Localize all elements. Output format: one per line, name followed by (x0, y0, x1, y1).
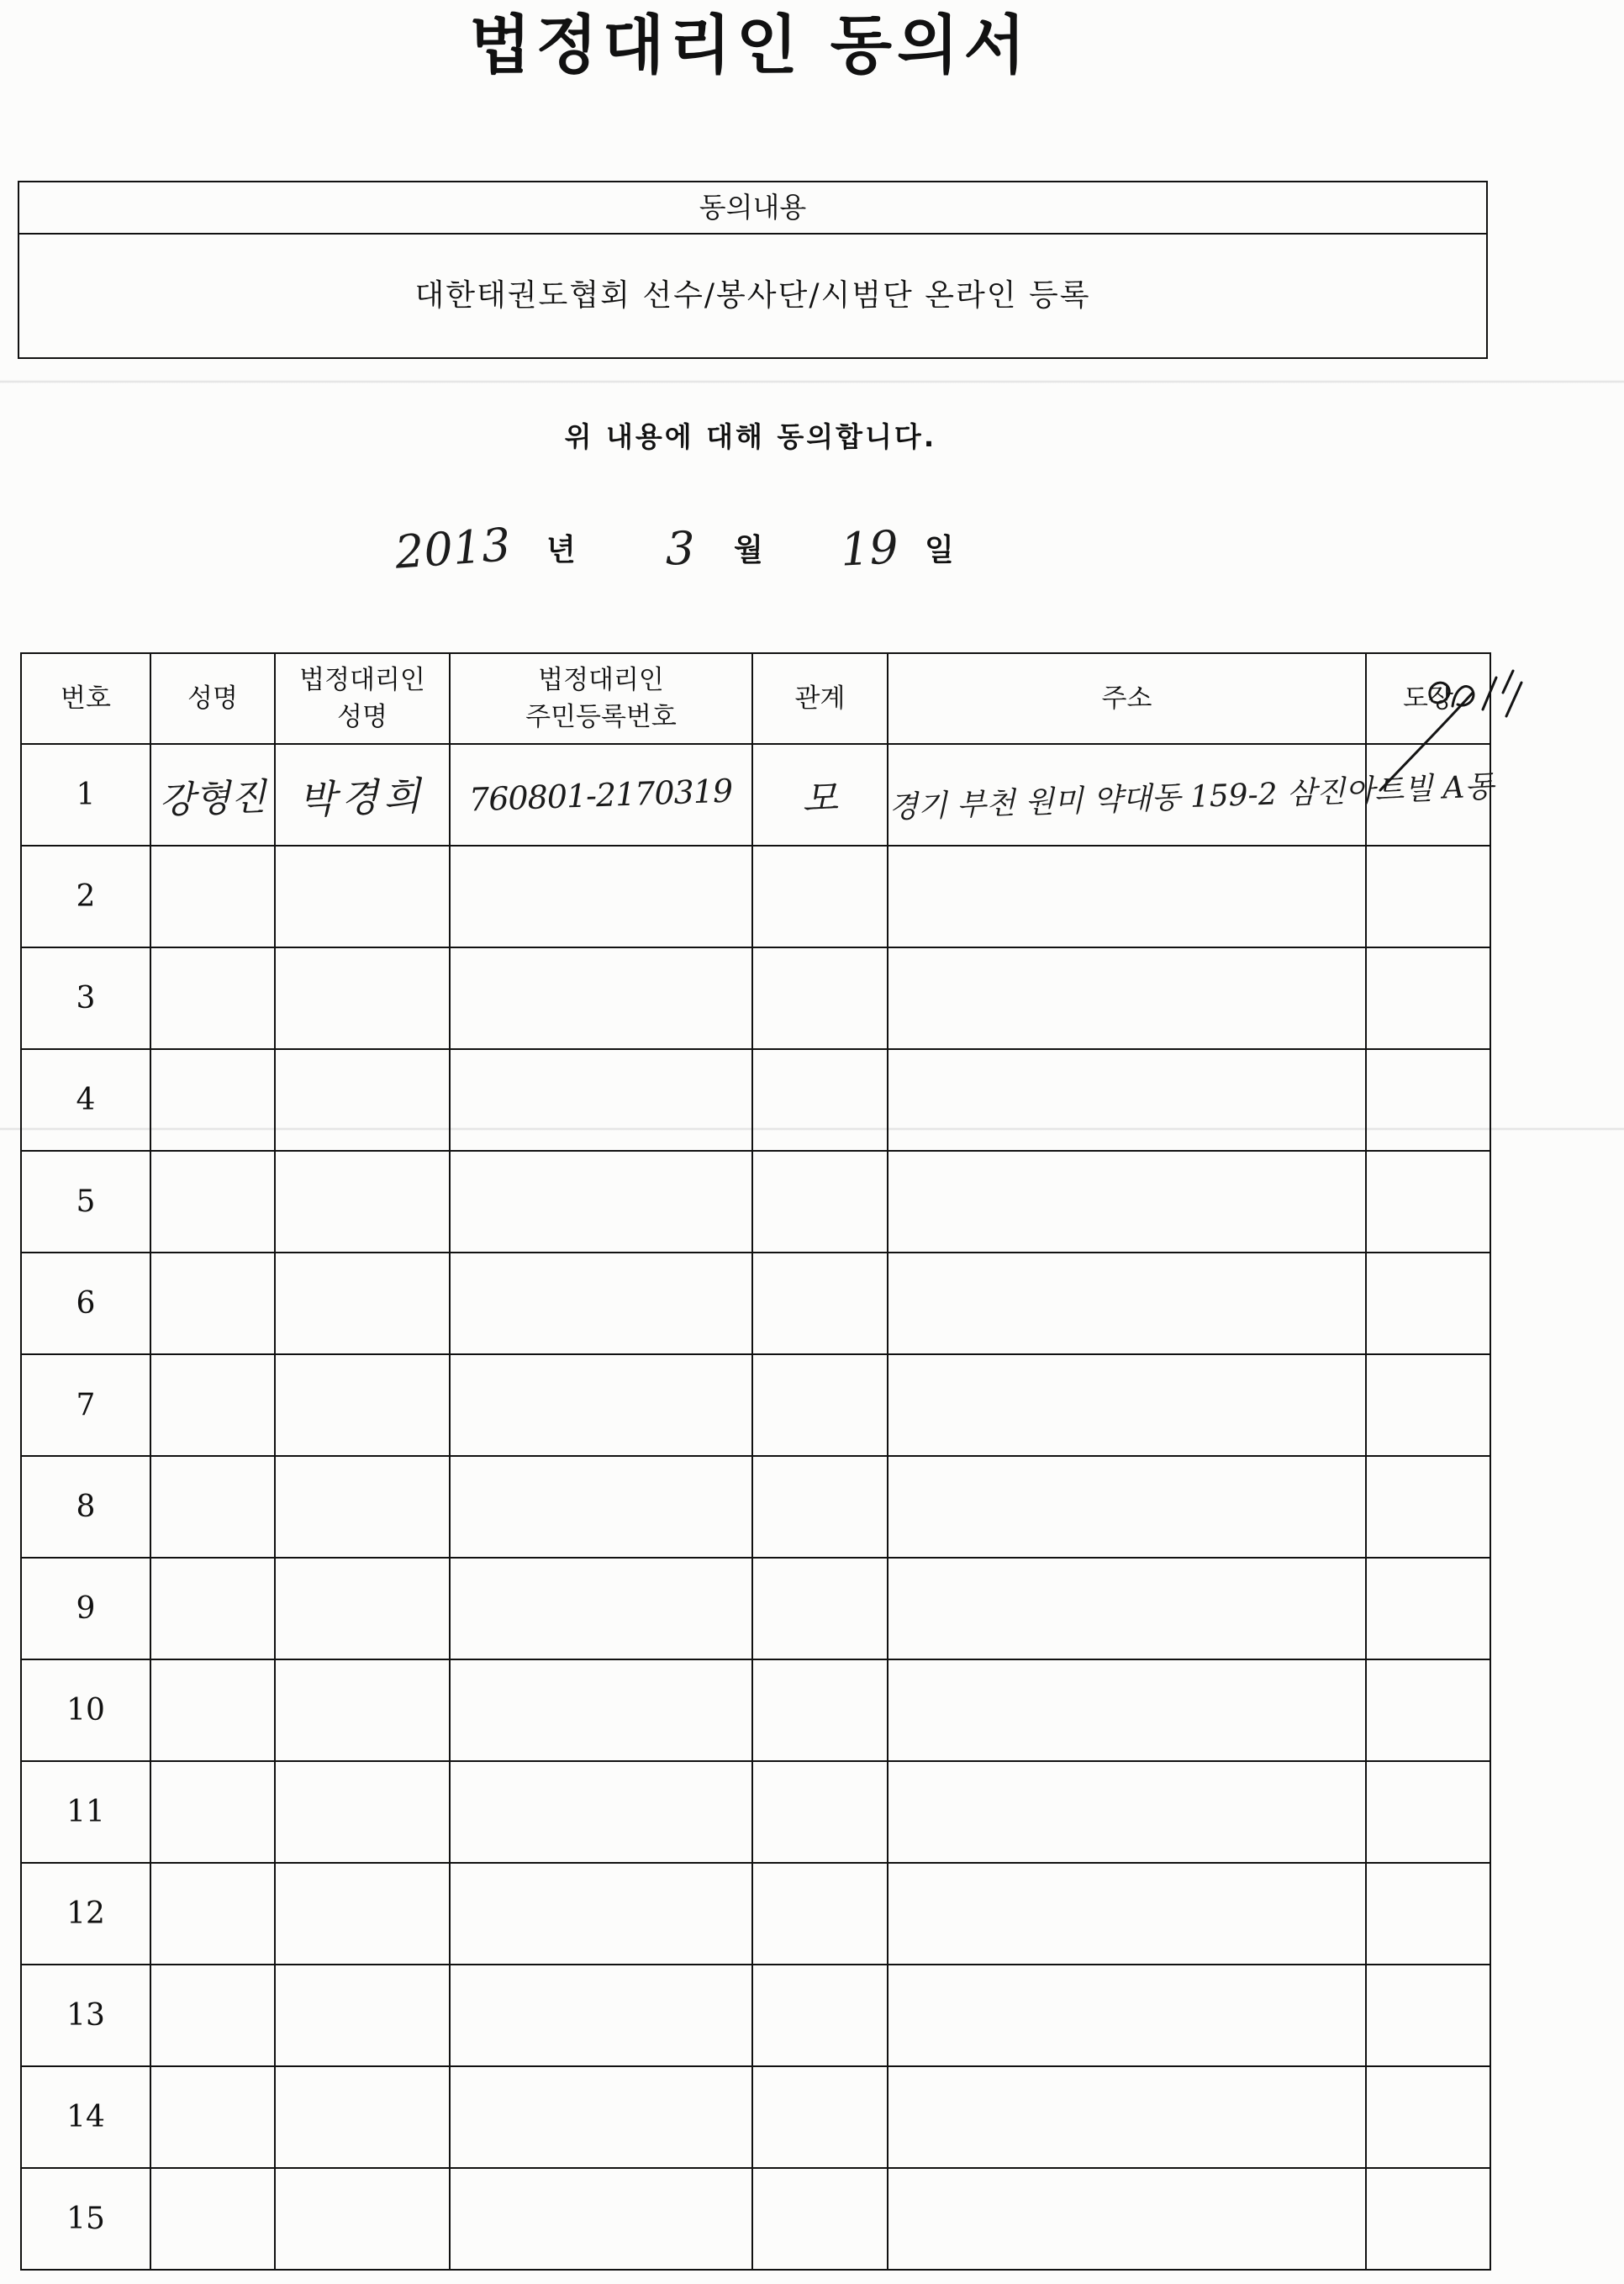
relation-cell (752, 947, 888, 1049)
relation-cell (752, 1659, 888, 1761)
seal-cell (1366, 2066, 1490, 2168)
guardian-id-cell (450, 1151, 752, 1253)
table-row (21, 1761, 1490, 1863)
header-address-label: 주소 (1101, 683, 1152, 714)
student-name-text: 강형진 (158, 775, 267, 822)
table-row (21, 1253, 1490, 1354)
table-row (21, 1049, 1490, 1151)
header-guardian-id (450, 653, 752, 744)
seal-cell (1366, 1863, 1490, 1965)
guardian-id-cell (450, 947, 752, 1049)
relation-cell (752, 744, 888, 846)
row-number-cell (21, 1761, 150, 1863)
student-name-cell (150, 1354, 275, 1456)
header-name (150, 653, 275, 744)
consent-box (18, 181, 1488, 359)
row-number-cell (21, 1659, 150, 1761)
address-cell (888, 1761, 1366, 1863)
guardian-name-cell (275, 1049, 450, 1151)
table-row (21, 1456, 1490, 1558)
agreement-statement: 위 내용에 대해 동의합니다. (564, 420, 937, 453)
relation-cell (752, 1863, 888, 1965)
guardian-name-text: 박경희 (298, 772, 427, 823)
guardian-id-cell (450, 2066, 752, 2168)
guardian-id-cell (450, 1965, 752, 2066)
guardian-id-cell (450, 846, 752, 947)
address-cell (888, 947, 1366, 1049)
header-number-label: 번호 (61, 683, 111, 714)
guardian-name-cell (275, 1659, 450, 1761)
date-year-handwritten: 2013 (393, 518, 513, 579)
row-number-cell (21, 2066, 150, 2168)
address-cell (888, 1456, 1366, 1558)
row-number-text: 5 (76, 1184, 96, 1219)
date-day-handwritten: 19 (839, 520, 900, 577)
seal-cell (1366, 1151, 1490, 1253)
row-number-text: 1 (76, 778, 96, 812)
guardian-name-cell (275, 1253, 450, 1354)
relation-cell (752, 2066, 888, 2168)
table-row (21, 947, 1490, 1049)
relation-text: 모 (801, 776, 839, 821)
header-guardian-name-line1: 법정대리인 (299, 665, 425, 695)
address-cell (888, 1558, 1366, 1659)
header-name-label: 성명 (187, 683, 238, 714)
address-cell (888, 1049, 1366, 1151)
seal-cell (1366, 1761, 1490, 1863)
row-number-text: 12 (66, 1896, 105, 1931)
relation-cell (752, 1456, 888, 1558)
relation-cell (752, 1558, 888, 1659)
date-month-label: 월 (734, 533, 763, 567)
date-month-handwritten: 3 (666, 522, 695, 575)
student-name-cell (150, 744, 275, 846)
guardian-consent-table (20, 652, 1495, 2271)
student-name-cell (150, 2066, 275, 2168)
guardian-id-cell (450, 1863, 752, 1965)
table-row (21, 1354, 1490, 1456)
row-number-cell (21, 947, 150, 1049)
row-number-cell (21, 1151, 150, 1253)
student-name-cell (150, 1659, 275, 1761)
relation-cell (752, 1049, 888, 1151)
row-number-cell (21, 846, 150, 947)
guardian-name-cell (275, 947, 450, 1049)
student-name-cell (150, 1456, 275, 1558)
row-number-cell (21, 1965, 150, 2066)
table-row (21, 846, 1490, 947)
seal-cell (1366, 1253, 1490, 1354)
row-number-cell (21, 1863, 150, 1965)
table-header-row (21, 653, 1490, 744)
relation-cell (752, 2168, 888, 2270)
seal-cell (1366, 1049, 1490, 1151)
guardian-name-cell (275, 744, 450, 846)
consent-box-content: 대한태권도협회 선수/봉사단/시범단 온라인 등록 (414, 278, 1091, 313)
guardian-name-cell (275, 1863, 450, 1965)
guardian-name-cell (275, 1558, 450, 1659)
address-cell (888, 2168, 1366, 2270)
table-row (21, 1965, 1490, 2066)
guardian-id-text: 760801-2170319 (468, 772, 734, 818)
seal-cell (1366, 947, 1490, 1049)
row-number-text: 13 (66, 1998, 105, 2033)
header-relation (752, 653, 888, 744)
header-guardian-name (275, 653, 450, 744)
row-number-cell (21, 1558, 150, 1659)
guardian-id-cell (450, 1659, 752, 1761)
row-number-text: 4 (76, 1083, 96, 1117)
relation-cell (752, 1354, 888, 1456)
student-name-cell (150, 846, 275, 947)
seal-cell (1366, 1456, 1490, 1558)
student-name-cell (150, 1049, 275, 1151)
guardian-id-cell (450, 1354, 752, 1456)
row-number-cell (21, 1354, 150, 1456)
guardian-id-cell (450, 1456, 752, 1558)
consent-box-header: 동의내용 (19, 182, 1486, 235)
table-row (21, 1151, 1490, 1253)
header-guardian-id-line2: 주민등록번호 (525, 702, 677, 732)
guardian-name-cell (275, 2168, 450, 2270)
student-name-cell (150, 1863, 275, 1965)
guardian-name-cell (275, 1456, 450, 1558)
row-number-text: 15 (66, 2202, 105, 2236)
seal-cell (1366, 1965, 1490, 2066)
row-number-text: 6 (76, 1286, 96, 1321)
address-cell (888, 1863, 1366, 1965)
address-cell (888, 744, 1495, 846)
row-number-cell (21, 1253, 150, 1354)
row-number-cell (21, 2168, 150, 2270)
relation-cell (752, 1761, 888, 1863)
guardian-id-cell (450, 2168, 752, 2270)
address-cell (888, 1659, 1366, 1761)
header-number (21, 653, 150, 744)
student-name-cell (150, 1253, 275, 1354)
guardian-id-cell (450, 744, 752, 846)
seal-cell (1366, 2168, 1490, 2270)
table-row (21, 744, 1490, 846)
address-cell (888, 1151, 1366, 1253)
guardian-id-cell (450, 1558, 752, 1659)
row-number-cell (21, 1049, 150, 1151)
table-row (21, 2168, 1490, 2270)
seal-cell (1366, 1659, 1490, 1761)
table-row (21, 2066, 1490, 2168)
row-number-text: 10 (66, 1693, 105, 1728)
student-name-cell (150, 1558, 275, 1659)
address-cell (888, 1253, 1366, 1354)
relation-cell (752, 1965, 888, 2066)
student-name-cell (150, 1151, 275, 1253)
relation-cell (752, 846, 888, 947)
header-seal-label: 도장 (1403, 683, 1453, 714)
student-name-cell (150, 2168, 275, 2270)
header-guardian-id-line1: 법정대리인 (538, 665, 664, 695)
table-row (21, 1558, 1490, 1659)
row-number-text: 8 (76, 1490, 96, 1524)
date-day-label: 일 (925, 533, 954, 567)
row-number-cell (21, 1456, 150, 1558)
student-name-cell (150, 1761, 275, 1863)
document-title: 법정대리인 동의서 (469, 8, 1031, 82)
header-guardian-name-line2: 성명 (337, 702, 388, 732)
relation-cell (752, 1253, 888, 1354)
address-text: 경기 부천 원미 약대동 159-2 삼진아트빌 A동 (888, 769, 1495, 826)
row-number-text: 11 (66, 1795, 105, 1829)
row-number-text: 3 (76, 981, 96, 1015)
guardian-name-cell (275, 1354, 450, 1456)
guardian-id-cell (450, 1049, 752, 1151)
row-number-text: 7 (76, 1388, 96, 1422)
row-number-text: 2 (76, 879, 96, 914)
seal-cell (1366, 1558, 1490, 1659)
relation-cell (752, 1151, 888, 1253)
header-relation-label: 관계 (794, 683, 846, 714)
fold-crease (0, 380, 1624, 383)
table-row (21, 1863, 1490, 1965)
guardian-id-cell (450, 1253, 752, 1354)
guardian-name-cell (275, 846, 450, 947)
student-name-cell (150, 1965, 275, 2066)
guardian-id-cell (450, 1761, 752, 1863)
date-year-label: 년 (546, 533, 576, 567)
table-row (21, 1659, 1490, 1761)
header-address (888, 653, 1366, 744)
guardian-name-cell (275, 1761, 450, 1863)
address-cell (888, 2066, 1366, 2168)
guardian-name-cell (275, 1965, 450, 2066)
address-cell (888, 1354, 1366, 1456)
seal-cell (1366, 1354, 1490, 1456)
address-cell (888, 846, 1366, 947)
student-name-cell (150, 947, 275, 1049)
seal-signature-mark (1370, 664, 1538, 799)
table-body (21, 744, 1495, 2270)
guardian-name-cell (275, 1151, 450, 1253)
seal-cell (1366, 846, 1490, 947)
address-cell (888, 1965, 1366, 2066)
row-number-text: 14 (66, 2100, 105, 2134)
row-number-cell (21, 744, 150, 846)
guardian-name-cell (275, 2066, 450, 2168)
row-number-text: 9 (76, 1591, 96, 1626)
